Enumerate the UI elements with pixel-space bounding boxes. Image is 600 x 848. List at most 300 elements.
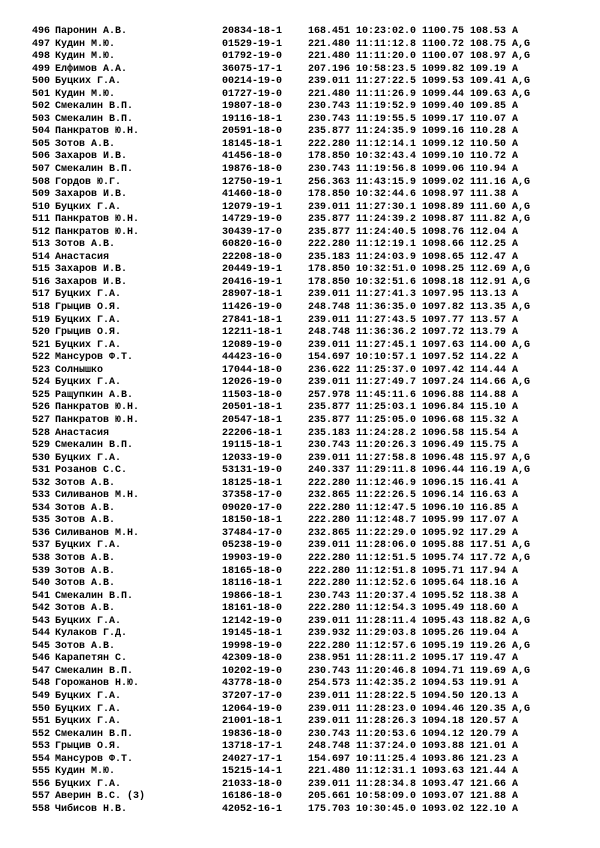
- result-values: 235.877 11:25:05.0 1096.68 115.32 A: [308, 414, 519, 426]
- result-row: [30, 365, 590, 378]
- participant-name: Зотов А.В.: [55, 565, 116, 577]
- row-number: 497: [31, 38, 50, 50]
- row-number: 543: [31, 615, 50, 627]
- result-row: [30, 515, 590, 528]
- ring-id: 11503-18-0: [222, 389, 283, 401]
- result-values: 230.743 11:20:53.6 1094.12 120.79 A: [308, 728, 519, 740]
- participant-name: Ращупкин А.В.: [55, 389, 134, 401]
- result-values: 235.877 11:24:40.5 1098.76 112.04 A: [308, 226, 519, 238]
- result-row: [30, 315, 590, 328]
- participant-name: Грыцив О.Я.: [55, 302, 122, 314]
- participant-name: Захаров И.В.: [55, 151, 128, 163]
- row-number: 539: [31, 565, 50, 577]
- result-values: 248.748 11:36:35.0 1097.82 113.35 A,G: [308, 302, 531, 314]
- result-row: [30, 578, 590, 591]
- ring-id: 19998-19-0: [222, 640, 283, 652]
- row-number: 530: [31, 452, 50, 464]
- result-row: [30, 402, 590, 415]
- ring-id: 22208-18-0: [222, 251, 283, 263]
- result-values: 239.011 11:27:45.1 1097.63 114.00 A,G: [308, 339, 531, 351]
- result-row: [30, 202, 590, 215]
- participant-name: Буцких Г.А.: [55, 76, 122, 88]
- result-row: [30, 39, 590, 52]
- result-values: 248.748 11:36:36.2 1097.72 113.79 A: [308, 327, 519, 339]
- row-number: 511: [31, 214, 50, 226]
- result-row: [30, 415, 590, 428]
- participant-name: Захаров И.В.: [55, 189, 128, 201]
- result-row: [30, 691, 590, 704]
- result-values: 154.697 10:11:25.4 1093.86 121.23 A: [308, 753, 519, 765]
- row-number: 503: [31, 113, 50, 125]
- row-number: 558: [31, 803, 50, 815]
- result-values: 235.183 11:24:03.9 1098.65 112.47 A: [308, 251, 519, 263]
- result-values: 205.661 10:58:09.0 1093.07 121.88 A: [308, 791, 519, 803]
- result-values: 257.978 11:45:11.6 1096.88 114.88 A: [308, 389, 519, 401]
- row-number: 506: [31, 151, 50, 163]
- participant-name: Смекалин В.П.: [55, 728, 134, 740]
- row-number: 527: [31, 414, 50, 426]
- result-values: 254.573 11:42:35.2 1094.53 119.91 A: [308, 678, 519, 690]
- result-values: 236.622 11:25:37.0 1097.42 114.44 A: [308, 364, 519, 376]
- result-row: [30, 227, 590, 240]
- row-number: 545: [31, 640, 50, 652]
- result-values: 222.280 11:12:54.3 1095.49 118.60 A: [308, 603, 519, 615]
- result-row: [30, 553, 590, 566]
- row-number: 537: [31, 540, 50, 552]
- result-row: [30, 76, 590, 89]
- ring-id: 10202-19-0: [222, 665, 283, 677]
- row-number: 514: [31, 251, 50, 263]
- result-row: [30, 390, 590, 403]
- participant-name: Панкратов Ю.Н.: [55, 414, 140, 426]
- result-row: [30, 779, 590, 792]
- row-number: 555: [31, 766, 50, 778]
- row-number: 512: [31, 226, 50, 238]
- result-values: 221.480 11:11:12.8 1100.72 108.75 A,G: [308, 38, 531, 50]
- participant-name: Кудин М.Ю.: [55, 38, 116, 50]
- row-number: 529: [31, 440, 50, 452]
- participant-name: Панкратов Ю.Н.: [55, 226, 140, 238]
- row-number: 517: [31, 289, 50, 301]
- participant-name: Анастасия: [55, 251, 110, 263]
- ring-id: 21033-18-0: [222, 778, 283, 790]
- participant-name: Горожанов Н.Ю.: [55, 678, 140, 690]
- row-number: 502: [31, 101, 50, 113]
- participant-name: Буцких Г.А.: [55, 314, 122, 326]
- row-number: 542: [31, 603, 50, 615]
- participant-name: Кудин М.Ю.: [55, 88, 116, 100]
- result-row: [30, 653, 590, 666]
- result-row: [30, 277, 590, 290]
- ring-id: 18145-18-1: [222, 138, 283, 150]
- result-values: 178.850 10:32:51.6 1098.18 112.91 A,G: [308, 276, 531, 288]
- ring-id: 12064-19-0: [222, 703, 283, 715]
- participant-name: Грыцив О.Я.: [55, 327, 122, 339]
- ring-id: 24027-17-1: [222, 753, 283, 765]
- participant-name: Буцких Г.А.: [55, 703, 122, 715]
- result-values: 239.011 11:28:23.0 1094.46 120.35 A,G: [308, 703, 531, 715]
- participant-name: Захаров И.В.: [55, 264, 128, 276]
- result-values: 178.850 10:32:43.4 1099.10 110.72 A: [308, 151, 519, 163]
- result-values: 175.703 10:30:45.0 1093.02 122.10 A: [308, 803, 519, 815]
- result-values: 222.280 11:12:51.5 1095.74 117.72 A,G: [308, 552, 531, 564]
- ring-id: 28907-18-1: [222, 289, 283, 301]
- row-number: 548: [31, 678, 50, 690]
- ring-id: 19145-18-1: [222, 628, 283, 640]
- ring-id: 17044-18-0: [222, 364, 283, 376]
- participant-name: Кудин М.Ю.: [55, 766, 116, 778]
- result-values: 232.865 11:22:26.5 1096.14 116.63 A: [308, 490, 519, 502]
- participant-name: Буцких Г.А.: [55, 339, 122, 351]
- participant-name: Мансуров Ф.Т.: [55, 753, 134, 765]
- participant-name: Смекалин В.П.: [55, 113, 134, 125]
- result-values: 239.011 11:28:06.0 1095.88 117.51 A,G: [308, 540, 531, 552]
- participant-name: Карапетян С.: [55, 653, 128, 665]
- ring-id: 53131-19-0: [222, 465, 283, 477]
- result-values: 256.363 11:43:15.9 1099.02 111.16 A,G: [308, 176, 531, 188]
- ring-id: 18161-18-0: [222, 603, 283, 615]
- result-values: 221.480 11:12:31.1 1093.63 121.44 A: [308, 766, 519, 778]
- ring-id: 37207-17-0: [222, 690, 283, 702]
- participant-name: Зотов А.В.: [55, 239, 116, 251]
- row-number: 551: [31, 716, 50, 728]
- ring-id: 16186-18-0: [222, 791, 283, 803]
- participant-name: Кулаков Г.Д.: [55, 628, 128, 640]
- row-number: 550: [31, 703, 50, 715]
- participant-name: Панкратов Ю.Н.: [55, 402, 140, 414]
- result-values: 230.743 11:19:52.9 1099.40 109.85 A: [308, 101, 519, 113]
- ring-id: 20416-19-1: [222, 276, 283, 288]
- row-number: 510: [31, 201, 50, 213]
- ring-id: 43778-18-0: [222, 678, 283, 690]
- result-values: 239.011 11:27:49.7 1097.24 114.66 A,G: [308, 377, 531, 389]
- result-row: [30, 478, 590, 491]
- ring-id: 20834-18-1: [222, 26, 283, 37]
- result-row: [30, 51, 590, 64]
- ring-id: 09020-17-0: [222, 502, 283, 514]
- result-row: [30, 264, 590, 277]
- result-values: 239.011 11:28:11.4 1095.43 118.82 A,G: [308, 615, 531, 627]
- ring-id: 60820-16-0: [222, 239, 283, 251]
- ring-id: 42052-16-1: [222, 803, 283, 815]
- result-values: 221.480 11:11:20.0 1100.07 108.97 A,G: [308, 51, 531, 63]
- row-number: 556: [31, 778, 50, 790]
- row-number: 532: [31, 477, 50, 489]
- ring-id: 12033-19-0: [222, 452, 283, 464]
- result-row: [30, 352, 590, 365]
- result-values: 239.011 11:27:30.1 1098.89 111.60 A,G: [308, 201, 531, 213]
- participant-name: Зотов А.В.: [55, 640, 116, 652]
- row-number: 518: [31, 302, 50, 314]
- row-number: 520: [31, 327, 50, 339]
- ring-id: 37484-17-0: [222, 527, 283, 539]
- participant-name: Паронин А.В.: [55, 26, 128, 37]
- result-row: [30, 465, 590, 478]
- ring-id: 01529-19-1: [222, 38, 283, 50]
- result-values: 230.743 11:20:37.4 1095.52 118.38 A: [308, 590, 519, 602]
- ring-id: 42309-18-0: [222, 653, 283, 665]
- result-row: [30, 603, 590, 616]
- participant-name: Гордов Ю.Г.: [55, 176, 122, 188]
- result-values: 235.877 11:25:03.1 1096.84 115.10 A: [308, 402, 519, 414]
- ring-id: 20547-18-1: [222, 414, 283, 426]
- result-row: [30, 678, 590, 691]
- ring-id: 12026-19-0: [222, 377, 283, 389]
- ring-id: 27841-18-1: [222, 314, 283, 326]
- ring-id: 18116-18-1: [222, 578, 283, 590]
- result-row: [30, 490, 590, 503]
- ring-id: 41460-18-0: [222, 189, 283, 201]
- participant-name: Буцких Г.А.: [55, 615, 122, 627]
- result-row: [30, 503, 590, 516]
- participant-name: Буцких Г.А.: [55, 201, 122, 213]
- ring-id: 11426-19-0: [222, 302, 283, 314]
- result-row: [30, 252, 590, 265]
- result-values: 168.451 10:23:02.0 1100.75 108.53 A: [308, 26, 519, 37]
- participant-name: Смекалин В.П.: [55, 590, 134, 602]
- participant-name: Кудин М.Ю.: [55, 51, 116, 63]
- row-number: 546: [31, 653, 50, 665]
- row-number: 519: [31, 314, 50, 326]
- result-values: 235.877 11:24:35.9 1099.16 110.28 A: [308, 126, 519, 138]
- result-row: [30, 616, 590, 629]
- result-row: [30, 666, 590, 679]
- row-number: 540: [31, 578, 50, 590]
- result-row: [30, 139, 590, 152]
- participant-name: Панкратов Ю.Н.: [55, 214, 140, 226]
- ring-id: 01792-19-0: [222, 51, 283, 63]
- result-values: 232.865 11:22:29.0 1095.92 117.29 A: [308, 527, 519, 539]
- row-number: 499: [31, 63, 50, 75]
- result-row: [30, 340, 590, 353]
- row-number: 533: [31, 490, 50, 502]
- result-row: [30, 754, 590, 767]
- ring-id: 41456-18-0: [222, 151, 283, 163]
- result-values: 230.743 11:20:26.3 1096.49 115.75 A: [308, 440, 519, 452]
- participant-name: Буцких Г.А.: [55, 778, 122, 790]
- result-row: [30, 566, 590, 579]
- row-number: 496: [31, 26, 50, 37]
- participant-name: Зотов А.В.: [55, 578, 116, 590]
- result-row: [30, 177, 590, 190]
- participant-name: Буцких Г.А.: [55, 540, 122, 552]
- result-values: 222.280 11:12:46.9 1096.15 116.41 A: [308, 477, 519, 489]
- result-row: [30, 704, 590, 717]
- result-values: 235.877 11:24:39.2 1098.87 111.82 A,G: [308, 214, 531, 226]
- result-row: [30, 151, 590, 164]
- row-number: 516: [31, 276, 50, 288]
- result-values: 222.280 11:12:19.1 1098.66 112.25 A: [308, 239, 519, 251]
- result-values: 230.743 11:20:46.8 1094.71 119.69 A,G: [308, 665, 531, 677]
- result-values: 222.280 11:12:57.6 1095.19 119.26 A,G: [308, 640, 531, 652]
- result-row: [30, 428, 590, 441]
- row-number: 525: [31, 389, 50, 401]
- result-row: [30, 302, 590, 315]
- result-values: 154.697 10:10:57.1 1097.52 114.22 A: [308, 352, 519, 364]
- participant-name: Смекалин В.П.: [55, 101, 134, 113]
- result-values: 248.748 11:37:24.0 1093.88 121.01 A: [308, 741, 519, 753]
- row-number: 522: [31, 352, 50, 364]
- result-row: [30, 766, 590, 779]
- result-values: 222.280 11:12:51.8 1095.71 117.94 A: [308, 565, 519, 577]
- ring-id: 19866-18-1: [222, 590, 283, 602]
- result-values: 230.743 11:19:55.5 1099.17 110.07 A: [308, 113, 519, 125]
- result-values: 235.183 11:24:28.2 1096.58 115.54 A: [308, 427, 519, 439]
- result-values: 222.280 11:12:52.6 1095.64 118.16 A: [308, 578, 519, 590]
- row-number: 513: [31, 239, 50, 251]
- ring-id: 19807-18-0: [222, 101, 283, 113]
- row-number: 554: [31, 753, 50, 765]
- ring-id: 13718-17-1: [222, 741, 283, 753]
- ring-id: 19115-18-1: [222, 440, 283, 452]
- participant-name: Грыцив О.Я.: [55, 741, 122, 753]
- row-number: 507: [31, 164, 50, 176]
- row-number: 544: [31, 628, 50, 640]
- result-values: 221.480 11:11:26.9 1099.44 109.63 A,G: [308, 88, 531, 100]
- row-number: 524: [31, 377, 50, 389]
- result-row: [30, 377, 590, 390]
- result-values: 239.011 11:28:34.8 1093.47 121.66 A: [308, 778, 519, 790]
- ring-id: 19836-18-0: [222, 728, 283, 740]
- ring-id: 21001-18-1: [222, 716, 283, 728]
- participant-name: Захаров И.В.: [55, 276, 128, 288]
- ring-id: 22206-18-1: [222, 427, 283, 439]
- result-row: [30, 628, 590, 641]
- result-row: [30, 64, 590, 77]
- participant-name: Буцких Г.А.: [55, 452, 122, 464]
- participant-name: Смекалин В.П.: [55, 665, 134, 677]
- participant-name: Буцких Г.А.: [55, 690, 122, 702]
- row-number: 526: [31, 402, 50, 414]
- participant-name: Зотов А.В.: [55, 603, 116, 615]
- result-row: [30, 239, 590, 252]
- result-values: 239.011 11:27:22.5 1099.53 109.41 A,G: [308, 76, 531, 88]
- row-number: 509: [31, 189, 50, 201]
- participant-name: Зотов А.В.: [55, 515, 116, 527]
- ring-id: 37358-17-0: [222, 490, 283, 502]
- result-row: [30, 741, 590, 754]
- participant-name: Панкратов Ю.Н.: [55, 126, 140, 138]
- row-number: 547: [31, 665, 50, 677]
- row-number: 531: [31, 465, 50, 477]
- result-row: [30, 528, 590, 541]
- result-values: 239.011 11:27:43.5 1097.77 113.57 A: [308, 314, 519, 326]
- row-number: 521: [31, 339, 50, 351]
- participant-name: Силиванов М.Н.: [55, 490, 140, 502]
- ring-id: 14729-19-0: [222, 214, 283, 226]
- result-row: [30, 804, 590, 817]
- row-number: 553: [31, 741, 50, 753]
- row-number: 557: [31, 791, 50, 803]
- participant-name: Анастасия: [55, 427, 110, 439]
- row-number: 538: [31, 552, 50, 564]
- ring-id: 18125-18-1: [222, 477, 283, 489]
- participant-name: Чибисов Н.В.: [55, 803, 128, 815]
- participant-name: Зотов А.В.: [55, 138, 116, 150]
- ring-id: 19116-18-1: [222, 113, 283, 125]
- row-number: 528: [31, 427, 50, 439]
- result-values: 222.280 11:12:48.7 1095.99 117.07 A: [308, 515, 519, 527]
- ring-id: 15215-14-1: [222, 766, 283, 778]
- ring-id: 44423-16-0: [222, 352, 283, 364]
- participant-name: Зотов А.В.: [55, 552, 116, 564]
- participant-name: Зотов А.В.: [55, 502, 116, 514]
- result-values: 239.011 11:28:26.3 1094.18 120.57 A: [308, 716, 519, 728]
- participant-name: Розанов С.С.: [55, 465, 128, 477]
- result-row: [30, 453, 590, 466]
- participant-name: Буцких Г.А.: [55, 377, 122, 389]
- result-row: [30, 189, 590, 202]
- result-row: [30, 729, 590, 742]
- result-values: 207.196 10:58:23.5 1099.82 109.19 A: [308, 63, 519, 75]
- result-values: 239.932 11:29:03.8 1095.26 119.04 A: [308, 628, 519, 640]
- result-values: 240.337 11:29:11.8 1096.44 116.19 A,G: [308, 465, 531, 477]
- result-row: [30, 791, 590, 804]
- ring-id: 12079-19-1: [222, 201, 283, 213]
- participant-name: Смекалин В.П.: [55, 440, 134, 452]
- result-values: 239.011 11:27:41.3 1097.95 113.13 A: [308, 289, 519, 301]
- result-row: [30, 540, 590, 553]
- result-values: 238.951 11:28:11.2 1095.17 119.47 A: [308, 653, 519, 665]
- row-number: 552: [31, 728, 50, 740]
- result-row: [30, 716, 590, 729]
- result-row: [30, 126, 590, 139]
- result-row: [30, 101, 590, 114]
- result-row: [30, 214, 590, 227]
- ring-id: 05238-19-0: [222, 540, 283, 552]
- participant-name: Аверин В.С. (3): [55, 791, 146, 803]
- result-values: 222.280 11:12:14.1 1099.12 110.50 A: [308, 138, 519, 150]
- row-number: 500: [31, 76, 50, 88]
- ring-id: 12750-19-1: [222, 176, 283, 188]
- results-list: [30, 26, 590, 816]
- result-values: 178.850 10:32:51.0 1098.25 112.69 A,G: [308, 264, 531, 276]
- ring-id: 12142-19-0: [222, 615, 283, 627]
- ring-id: 19876-18-0: [222, 164, 283, 176]
- row-number: 549: [31, 690, 50, 702]
- result-row: [30, 641, 590, 654]
- result-row: [30, 327, 590, 340]
- ring-id: 20501-18-1: [222, 402, 283, 414]
- row-number: 536: [31, 527, 50, 539]
- participant-name: Буцких Г.А.: [55, 289, 122, 301]
- result-values: 178.850 10:32:44.6 1098.97 111.38 A: [308, 189, 519, 201]
- ring-id: 20449-19-1: [222, 264, 283, 276]
- ring-id: 01727-19-0: [222, 88, 283, 100]
- participant-name: Елфимов А.А.: [55, 63, 128, 75]
- result-values: 239.011 11:28:22.5 1094.50 120.13 A: [308, 690, 519, 702]
- ring-id: 36075-17-1: [222, 63, 283, 75]
- ring-id: 30439-17-0: [222, 226, 283, 238]
- result-row: [30, 114, 590, 127]
- ring-id: 00214-19-0: [222, 76, 283, 88]
- result-row: [30, 26, 590, 39]
- row-number: 541: [31, 590, 50, 602]
- participant-name: Смекалин В.П.: [55, 164, 134, 176]
- result-row: [30, 289, 590, 302]
- result-row: [30, 591, 590, 604]
- row-number: 523: [31, 364, 50, 376]
- row-number: 501: [31, 88, 50, 100]
- ring-id: 12211-18-1: [222, 327, 283, 339]
- ring-id: 12089-19-0: [222, 339, 283, 351]
- participant-name: Солнышко: [55, 364, 104, 376]
- result-values: 222.280 11:12:47.5 1096.10 116.85 A: [308, 502, 519, 514]
- row-number: 535: [31, 515, 50, 527]
- row-number: 505: [31, 138, 50, 150]
- participant-name: Зотов А.В.: [55, 477, 116, 489]
- row-number: 515: [31, 264, 50, 276]
